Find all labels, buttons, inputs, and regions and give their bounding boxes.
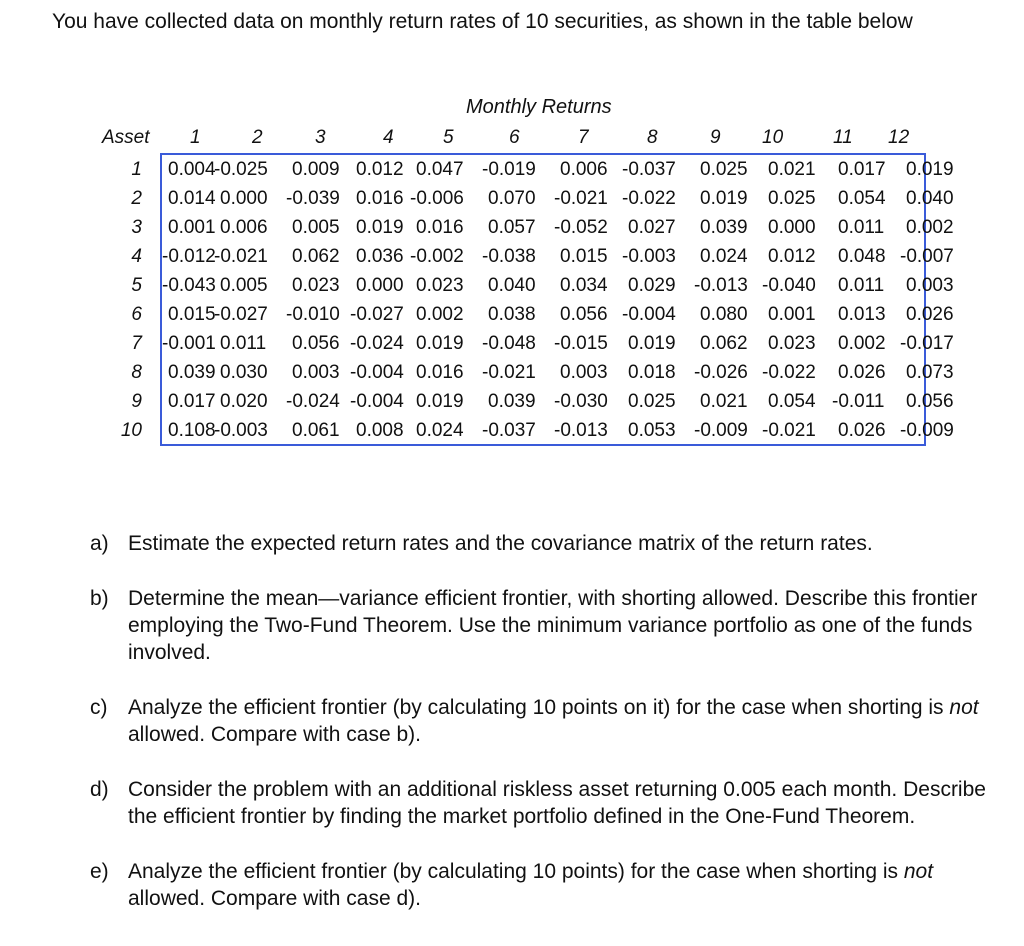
table-cell: -0.022	[762, 362, 816, 383]
table-cell: 0.108	[168, 420, 216, 441]
table-cell: 0.017	[838, 159, 886, 180]
column-header: 9	[710, 127, 721, 148]
table-cell: 0.004	[168, 159, 216, 180]
table-cell: -0.004	[350, 362, 404, 383]
table-row	[162, 213, 954, 242]
table-cell: -0.038	[482, 246, 536, 267]
table-cell: 0.039	[700, 217, 748, 238]
question-letter: b)	[90, 587, 109, 610]
table-cell: 0.040	[906, 188, 954, 209]
question-text: Analyze the efficient frontier (by calculating 10 points) for the case when shorting is	[128, 860, 904, 883]
question-item	[90, 585, 990, 666]
column-header: 1	[190, 127, 201, 148]
table-cell: 0.025	[700, 159, 748, 180]
table-cell: -0.025	[214, 159, 268, 180]
table-cell: 0.029	[628, 275, 676, 296]
table-cell: -0.022	[622, 188, 676, 209]
table-cell: 0.006	[560, 159, 608, 180]
table-cell: -0.048	[482, 333, 536, 354]
question-text: allowed. Compare with case b).	[128, 723, 421, 746]
table-cell: 0.021	[700, 391, 748, 412]
table-cell: 0.000	[768, 217, 816, 238]
table-cell: -0.052	[554, 217, 608, 238]
question-item	[90, 858, 990, 912]
table-row	[162, 271, 954, 300]
table-cell: 0.012	[356, 159, 404, 180]
row-label: 10	[120, 420, 142, 441]
table-cell: -0.001	[162, 333, 216, 354]
table-cell: 0.038	[488, 304, 536, 325]
table-cell: 0.003	[292, 362, 340, 383]
row-label: 5	[131, 275, 142, 296]
table-cell: 0.073	[906, 362, 954, 383]
table-row	[162, 155, 954, 184]
table-cell: -0.037	[622, 159, 676, 180]
table-cell: 0.003	[560, 362, 608, 383]
table-cell: 0.000	[220, 188, 268, 209]
table-cell: -0.006	[410, 188, 464, 209]
column-header: 3	[315, 127, 326, 148]
table-cell: 0.057	[488, 217, 536, 238]
table-cell: -0.021	[482, 362, 536, 383]
table-cell: 0.039	[488, 391, 536, 412]
table-row	[162, 387, 954, 416]
table-cell: 0.025	[768, 188, 816, 209]
table-row	[162, 300, 954, 329]
table-cell: 0.005	[292, 217, 340, 238]
table-cell: 0.062	[700, 333, 748, 354]
row-label: 9	[131, 391, 142, 412]
table-cell: -0.026	[694, 362, 748, 383]
table-cell: 0.021	[768, 159, 816, 180]
table-cell: -0.027	[214, 304, 268, 325]
table-cell: 0.015	[168, 304, 216, 325]
row-label: 4	[131, 246, 142, 267]
table-cell: 0.006	[220, 217, 268, 238]
column-header: 5	[443, 127, 454, 148]
table-cell: 0.080	[700, 304, 748, 325]
table-cell: 0.023	[416, 275, 464, 296]
table-cell: 0.027	[628, 217, 676, 238]
column-header: 12	[888, 127, 910, 148]
table-cell: -0.003	[622, 246, 676, 267]
table-cell: -0.040	[762, 275, 816, 296]
table-cell: 0.011	[220, 333, 267, 354]
table-cell: 0.048	[838, 246, 886, 267]
table-row	[162, 184, 954, 213]
question-letter: c)	[90, 696, 108, 719]
table-cell: -0.021	[214, 246, 268, 267]
table-cell: -0.004	[622, 304, 676, 325]
table-cell: -0.030	[554, 391, 608, 412]
table-cell: -0.007	[900, 246, 954, 267]
table-row	[162, 358, 954, 387]
column-header: 2	[252, 127, 263, 148]
table-cell: -0.010	[286, 304, 340, 325]
column-header: 11	[833, 127, 853, 148]
table-cell: -0.043	[162, 275, 216, 296]
table-cell: 0.024	[416, 420, 464, 441]
table-cell: 0.053	[628, 420, 676, 441]
table-cell: 0.016	[356, 188, 404, 209]
returns-table	[160, 153, 954, 446]
table-cell: -0.017	[900, 333, 954, 354]
table-cell: -0.021	[554, 188, 608, 209]
table-cell: -0.024	[286, 391, 340, 412]
row-label: 2	[131, 188, 142, 209]
table-cell: 0.002	[416, 304, 464, 325]
table-row	[162, 329, 954, 358]
column-header: 7	[578, 127, 589, 148]
table-cell: -0.027	[350, 304, 404, 325]
question-letter: a)	[90, 532, 109, 555]
table-cell: 0.026	[906, 304, 954, 325]
question-text: not	[903, 860, 934, 883]
table-cell: 0.008	[356, 420, 404, 441]
table-cell: 0.016	[416, 217, 464, 238]
table-cell: 0.019	[906, 159, 954, 180]
table-cell: 0.036	[356, 246, 404, 267]
table-cell: 0.054	[768, 391, 816, 412]
table-cell: 0.005	[220, 275, 268, 296]
table-cell: -0.009	[694, 420, 748, 441]
question-item	[90, 530, 990, 557]
table-cell: 0.025	[628, 391, 676, 412]
table-cell: 0.056	[292, 333, 340, 354]
row-label: 3	[131, 217, 142, 238]
question-text: not	[949, 696, 979, 719]
table-cell: -0.021	[762, 420, 816, 441]
row-label: 7	[131, 333, 142, 354]
table-cell: 0.003	[906, 275, 954, 296]
table-cell: 0.020	[220, 391, 268, 412]
table-cell: -0.012	[162, 246, 216, 267]
table-cell: 0.019	[416, 391, 464, 412]
table-cell: -0.013	[694, 275, 748, 296]
table-cell: 0.001	[768, 304, 816, 325]
table-title: Monthly Returns	[466, 96, 612, 118]
table-cell: -0.015	[554, 333, 608, 354]
intro-text: You have collected data on monthly return rates of 10 securities, as shown in the table below	[52, 10, 913, 33]
table-cell: 0.056	[560, 304, 608, 325]
table-cell: 0.015	[560, 246, 608, 267]
table-cell: 0.019	[416, 333, 464, 354]
table-cell: 0.001	[168, 217, 216, 238]
table-cell: 0.000	[356, 275, 404, 296]
table-cell: 0.002	[838, 333, 886, 354]
table-cell: -0.037	[482, 420, 536, 441]
table-cell: 0.039	[168, 362, 216, 383]
table-cell: 0.018	[628, 362, 676, 383]
table-cell: 0.019	[700, 188, 748, 209]
table-cell: -0.019	[482, 159, 536, 180]
table-cell: 0.014	[168, 188, 216, 209]
table-cell: 0.017	[168, 391, 216, 412]
table-cell: 0.070	[488, 188, 536, 209]
table-cell: 0.011	[838, 275, 885, 296]
column-header: 4	[383, 127, 394, 148]
table-cell: 0.062	[292, 246, 340, 267]
table-cell: 0.030	[220, 362, 268, 383]
table-cell: 0.016	[416, 362, 464, 383]
column-header: 6	[509, 127, 520, 148]
table-cell: 0.026	[838, 362, 886, 383]
question-text: allowed. Compare with case d).	[128, 887, 421, 910]
table-cell: -0.002	[410, 246, 464, 267]
table-cell: 0.019	[356, 217, 404, 238]
column-header-row	[100, 127, 930, 151]
table-cell: 0.026	[838, 420, 886, 441]
table-cell: 0.023	[292, 275, 340, 296]
question-item	[90, 776, 990, 830]
table-row	[162, 416, 954, 445]
table-cell: 0.019	[628, 333, 676, 354]
table-cell: 0.024	[700, 246, 748, 267]
question-text: Determine the mean—variance efficient frontier, with shorting allowed. Describe this frontier employing the Two-Fund Theorem. Use the minimum variance portfolio as one of the funds involved.	[128, 587, 978, 664]
table-cell: 0.023	[768, 333, 816, 354]
question-text: Analyze the efficient frontier (by calculating 10 points on it) for the case when shorting is	[128, 696, 950, 719]
table-cell: 0.047	[416, 159, 464, 180]
table-cell: -0.003	[214, 420, 268, 441]
question-text: Estimate the expected return rates and the covariance matrix of the return rates.	[128, 532, 873, 555]
table-cell: 0.054	[838, 188, 886, 209]
question-text: Consider the problem with an additional riskless asset returning 0.005 each month. Describe the efficient frontier by finding the market portfolio defined in the One-Fund Theorem.	[128, 778, 986, 828]
table-cell: -0.039	[286, 188, 340, 209]
table-cell: -0.011	[832, 391, 885, 412]
table-cell: -0.013	[554, 420, 608, 441]
table-cell: 0.056	[906, 391, 954, 412]
row-label: 6	[131, 304, 142, 325]
table-cell: 0.011	[838, 217, 885, 238]
table-cell: 0.061	[292, 420, 340, 441]
question-letter: d)	[90, 778, 109, 801]
table-cell: 0.034	[560, 275, 608, 296]
table-cell: -0.004	[350, 391, 404, 412]
column-header: 8	[647, 127, 658, 148]
table-cell: 0.012	[768, 246, 816, 267]
row-label: 8	[131, 362, 142, 383]
table-cell: 0.013	[838, 304, 886, 325]
question-list	[90, 530, 990, 912]
table-row	[162, 242, 954, 271]
question-item	[90, 694, 990, 748]
asset-corner-label: Asset	[102, 127, 150, 148]
column-header: 10	[762, 127, 784, 148]
table-cell: -0.024	[350, 333, 404, 354]
table-cell: 0.040	[488, 275, 536, 296]
table-cell: 0.009	[292, 159, 340, 180]
table-cell: 0.002	[906, 217, 954, 238]
question-letter: e)	[90, 860, 109, 883]
table-cell: -0.009	[900, 420, 954, 441]
row-label: 1	[131, 159, 142, 180]
